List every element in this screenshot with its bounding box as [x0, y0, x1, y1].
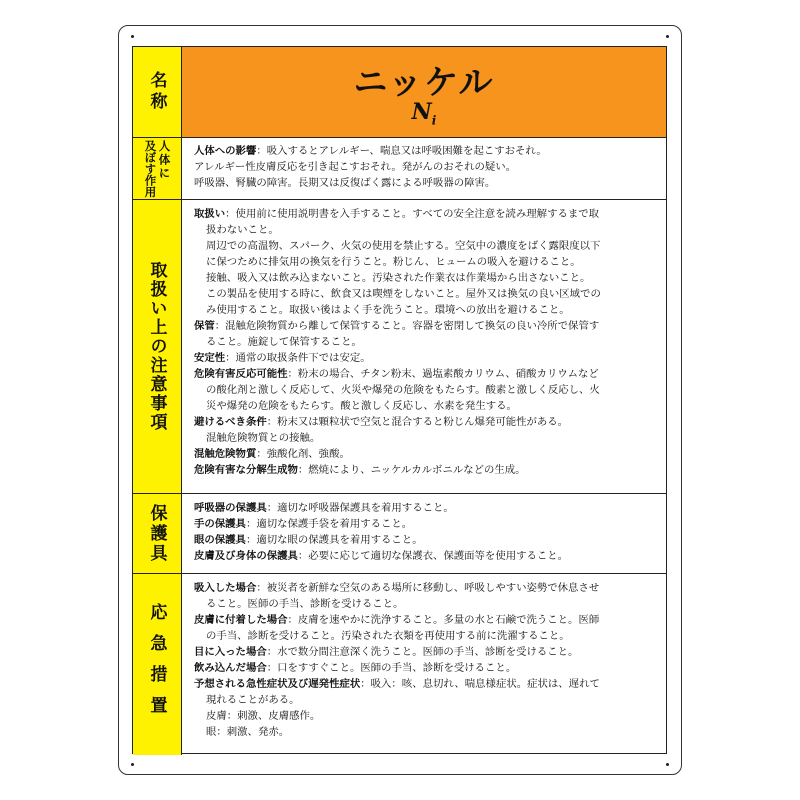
text-line: [194, 238, 656, 254]
text-line-heading: 安定性: [194, 352, 226, 364]
text-line-body: ：適切な眼の保護具を着用すること。: [245, 534, 423, 546]
text-line-body: ：皮膚を速やかに洗浄すること。多量の水と石鹸で洗うこと。医師: [287, 614, 600, 626]
text-line-body: ：強酸化剤、強酸。: [256, 448, 350, 460]
handling-label: 取扱い上の注意事項: [146, 261, 167, 432]
health-label-cell: [133, 138, 182, 199]
firstaid-label-cell: [133, 574, 182, 755]
text-line-heading: 危険有害反応可能性: [194, 368, 288, 380]
text-line-body: の酸化剤と激しく反応して、火災や爆発の危険をもたらす。酸素と激しく反応し、火: [206, 384, 600, 396]
firstaid-content: [182, 574, 666, 755]
text-line-heading: 目に入った場合: [194, 646, 267, 658]
text-line-body: アレルギー性皮膚反応を引き起こすおそれ。発がんのおそれの疑い。: [194, 161, 517, 173]
text-line-heading: 危険有害な分解生成物: [194, 464, 298, 476]
text-line: [194, 382, 656, 398]
text-line-body: ：必要に応じて適切な保護衣、保護面等を使用すること。: [297, 550, 569, 562]
text-line: [194, 430, 656, 446]
protective-content: [182, 494, 666, 573]
text-line: [194, 286, 656, 302]
name-row: [133, 47, 666, 138]
text-line: [194, 446, 656, 462]
text-line-body: ：適切な保護手袋を着用すること。: [245, 518, 413, 530]
text-line-heading: 予想される急性症状及び遅発性症状: [194, 678, 361, 690]
title-box: [182, 47, 666, 137]
text-line: [194, 398, 656, 414]
health-label: [144, 140, 171, 198]
text-line-heading: 皮膚及び身体の保護具: [194, 550, 298, 562]
text-line: [194, 143, 656, 159]
firstaid-row: [133, 574, 666, 755]
sign-board: [118, 25, 682, 775]
text-line-body: 現れることがある。: [206, 694, 300, 706]
text-line-body: の手当、診断を受けること。汚染された衣類を再使用する前に洗濯すること。: [206, 630, 570, 642]
text-line-heading: 眼の保護具: [194, 534, 246, 546]
text-line-heading: 皮膚に付着した場合: [194, 614, 288, 626]
text-line-heading: 混触危険物質: [194, 448, 257, 460]
text-line-body: ：通常の取扱条件下では安定。: [225, 352, 371, 364]
text-line-heading: 手の保護具: [194, 518, 246, 530]
mounting-hole-top-left: [131, 35, 134, 38]
text-line: [194, 660, 656, 676]
text-line-body: ：適切な呼吸器保護具を着用すること。: [266, 502, 454, 514]
handling-label-cell: [133, 200, 182, 493]
text-line: [194, 516, 656, 532]
text-line-heading: 呼吸器の保護具: [194, 502, 267, 514]
text-line-body: み使用すること。取扱い後はよく手を洗うこと。環境への放出を避けること。: [206, 304, 570, 316]
formula-sub: i: [431, 113, 437, 128]
text-line: [194, 692, 656, 708]
text-line-body: ：粉末又は顆粒状で空気と混合すると粉じん爆発可能性がある。: [266, 416, 569, 428]
formula-main: N: [411, 99, 432, 125]
health-row: [133, 138, 666, 200]
text-line-body: この製品を使用する時に、飲食又は喫煙をしないこと。屋外又は換気の良い区域での: [206, 288, 601, 300]
text-line-body: ：水で数分間注意深く洗うこと。医師の手当、診断を受けること。: [266, 646, 579, 658]
text-line-heading: 避けるべき条件: [194, 416, 267, 428]
protective-label: 保護具: [146, 503, 167, 564]
text-line-body: 眼：刺激、発赤。: [206, 726, 290, 738]
text-line: [194, 596, 656, 612]
text-line: [194, 628, 656, 644]
text-line: [194, 350, 656, 366]
text-line-body: ること。医師の手当、診断を受けること。: [206, 598, 404, 610]
text-line: [194, 270, 656, 286]
text-line-body: ること。施錠して保管すること。: [206, 336, 362, 348]
name-label: 名称: [146, 71, 167, 113]
text-line: [194, 318, 656, 334]
text-line-body: 混触危険物質との接触。: [206, 432, 321, 444]
text-line: [194, 676, 656, 692]
text-line-body: ：口をすすぐこと。医師の手当、診断を受けること。: [266, 662, 517, 674]
mounting-hole-bottom-left: [131, 763, 134, 766]
text-line-body: ：吸入：咳、息切れ、喘息様症状。症状は、遅れて: [360, 678, 600, 690]
text-line-body: 災や爆発の危険をもたらす。酸と激しく反応し、水素を発生する。: [206, 400, 517, 412]
text-line-body: 周辺での高温物、スパーク、火気の使用を禁止する。空気中の濃度をばく露限度以下: [206, 240, 601, 252]
text-line-heading: 取扱い: [194, 208, 226, 220]
text-line: [194, 644, 656, 660]
text-line: [194, 254, 656, 270]
text-line-heading: 飲み込んだ場合: [194, 662, 267, 674]
text-line-body: ：吸入するとアレルギー、喘息又は呼吸困難を起こすおそれ。: [256, 145, 547, 157]
text-line: [194, 724, 656, 740]
text-line: [194, 222, 656, 238]
text-line-body: 呼吸器、腎臓の障害。長期又は反復ばく露による呼吸器の障害。: [194, 177, 496, 189]
text-line: [194, 708, 656, 724]
text-line-body: 扱わないこと。: [206, 224, 279, 236]
text-line-body: ：混触危険物質から離して保管すること。容器を密閉して換気の良い冷所で保管す: [214, 320, 600, 332]
text-line-heading: 保管: [194, 320, 215, 332]
mounting-hole-top-right: [666, 35, 669, 38]
health-label-line-1: 人体に: [157, 139, 172, 181]
text-line: [194, 334, 656, 350]
text-line-body: ：燃焼により、ニッケルカルボニルなどの生成。: [297, 464, 526, 476]
text-line-heading: 吸入した場合: [194, 582, 257, 594]
health-label-line-2: 及ぼす作用: [143, 139, 158, 198]
sign-frame: [132, 46, 667, 754]
text-line-body: ：粉末の場合、チタン粉末、過塩素酸カリウム、硝酸カリウムなど: [287, 368, 599, 380]
text-line: [194, 175, 656, 191]
text-line: [194, 500, 656, 516]
text-line: [194, 462, 656, 478]
text-line: [194, 532, 656, 548]
name-label-cell: [133, 47, 182, 137]
text-line: [194, 580, 656, 596]
health-content: [182, 138, 666, 199]
text-line: [194, 159, 656, 175]
text-line: [194, 302, 656, 318]
text-line: [194, 414, 656, 430]
handling-content: [182, 200, 666, 493]
text-line-body: 皮膚：刺激、皮膚感作。: [206, 710, 321, 722]
text-line-body: ：被災者を新鮮な空気のある場所に移動し、呼吸しやすい姿勢で休息させ: [256, 582, 600, 594]
chemical-formula: [182, 99, 666, 127]
text-line-heading: 人体への影響: [194, 145, 257, 157]
firstaid-label: 応急措置: [146, 602, 167, 727]
text-line: [194, 612, 656, 628]
handling-row: [133, 200, 666, 494]
text-line-body: 接触、吸入又は飲み込まないこと。汚染された作業衣は作業場から出さないこと。: [206, 272, 591, 284]
text-line: [194, 206, 656, 222]
text-line-body: ：使用前に使用説明書を入手すること。すべての安全注意を読み理解するまで取: [225, 208, 600, 220]
text-line: [194, 366, 656, 382]
text-line-body: に保つために排気用の換気を行うこと。粉じん、ヒュームの吸入を避けること。: [206, 256, 581, 268]
substance-title: ニッケル: [353, 63, 495, 103]
text-line: [194, 548, 656, 564]
protective-label-cell: [133, 494, 182, 573]
protective-row: [133, 494, 666, 574]
mounting-hole-bottom-right: [666, 763, 669, 766]
